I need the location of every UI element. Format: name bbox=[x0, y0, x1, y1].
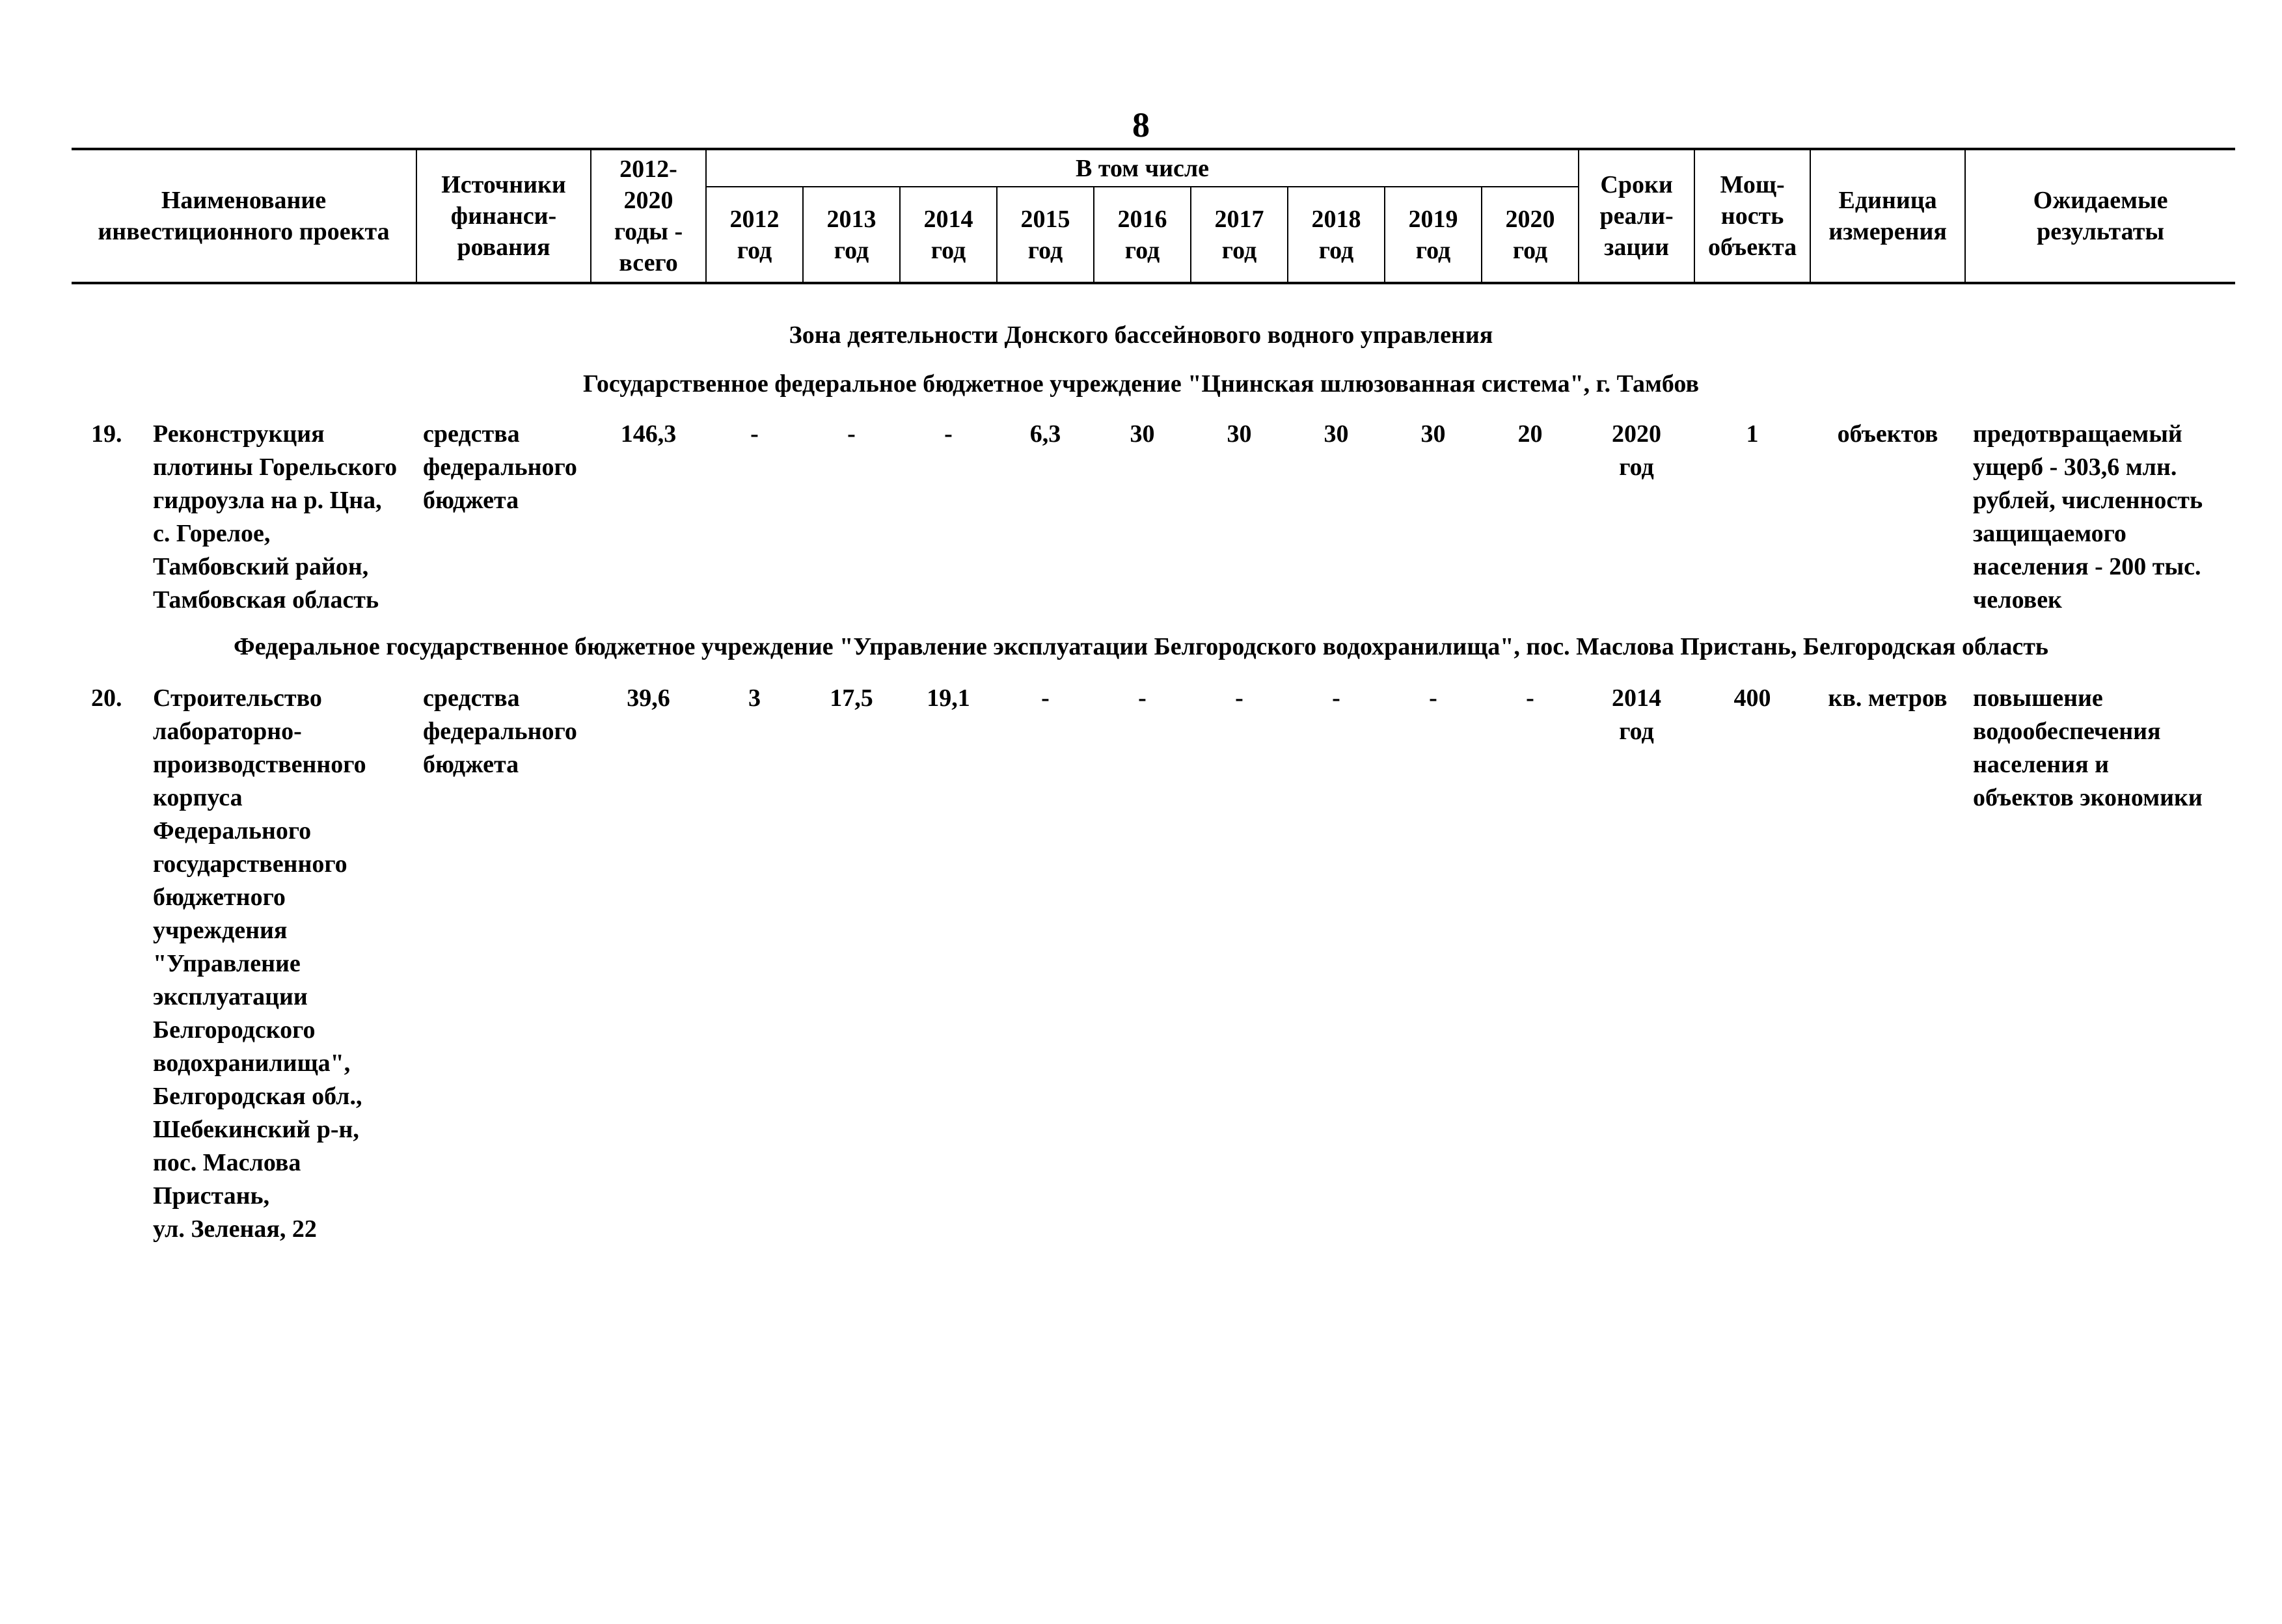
table-row bbox=[72, 418, 2235, 617]
terms-value: 2014 год bbox=[1612, 684, 1661, 745]
year-value: - bbox=[1138, 684, 1147, 712]
year-value: - bbox=[750, 420, 759, 448]
header-year-2014: 2014 год bbox=[900, 187, 997, 283]
project-name: Строительство лабораторно- производственного корпуса Федерального государственного бюджетного учреждения "Управление эксплуатации Белгородского водохранилища", Белгородская обл., Шебекинский р-н, пос. Маслова Пристань, ул. Зеленая, 22 bbox=[153, 684, 366, 1243]
header-year-2012: 2012 год bbox=[706, 187, 803, 283]
header-including: В том числе bbox=[706, 149, 1579, 187]
header-results: Ожидаемые результаты bbox=[1965, 149, 2235, 283]
year-value: - bbox=[1429, 684, 1437, 712]
org-title-2: Федеральное государственное бюджетное учреждение "Управление эксплуатации Белгородского водохранилища", пос. Маслова Пристань, Белгородская область bbox=[234, 633, 2048, 660]
table-row bbox=[72, 682, 2235, 1246]
header-year-2017: 2017 год bbox=[1191, 187, 1288, 283]
results-value: повышение водообеспечения населения и объектов экономики bbox=[1973, 684, 2203, 811]
capacity-value: 1 bbox=[1746, 420, 1759, 448]
header-year-2015: 2015 год bbox=[997, 187, 1094, 283]
year-value: 30 bbox=[1227, 420, 1252, 448]
project-name: Реконструкция плотины Горельского гидроузла на р. Цна, с. Горелое, Тамбовский район, Тамбовская область bbox=[153, 420, 398, 614]
unit-value: кв. метров bbox=[1828, 684, 1948, 712]
row-number: 19. bbox=[91, 420, 122, 448]
year-value: 30 bbox=[1420, 420, 1446, 448]
header-funding-source: Источники финанси- рования bbox=[416, 149, 591, 283]
org-title-1: Государственное федеральное бюджетное учреждение "Цнинская шлюзованная система", г. Тамбов bbox=[583, 370, 1699, 398]
header-year-2020: 2020 год bbox=[1482, 187, 1579, 283]
header-terms: Сроки реали- зации bbox=[1579, 149, 1694, 283]
total-value: 146,3 bbox=[620, 420, 677, 448]
table-header bbox=[72, 148, 2235, 284]
year-value: - bbox=[1041, 684, 1050, 712]
header-project-name: Наименование инвестиционного проекта bbox=[72, 149, 416, 283]
header-year-2019: 2019 год bbox=[1385, 187, 1482, 283]
year-value: 20 bbox=[1517, 420, 1543, 448]
year-value: - bbox=[1526, 684, 1534, 712]
year-value: 6,3 bbox=[1029, 420, 1061, 448]
header-total: 2012- 2020 годы - всего bbox=[591, 149, 706, 283]
year-value: - bbox=[1332, 684, 1340, 712]
header-capacity: Мощ- ность объекта bbox=[1694, 149, 1810, 283]
year-value: 3 bbox=[748, 684, 761, 712]
results-value: предотвращаемый ущерб - 303,6 млн. рублей, численность защищаемого населения - 200 тыс. человек bbox=[1973, 420, 2203, 614]
unit-value: объектов bbox=[1837, 420, 1938, 448]
funding-source: средства федерального бюджета bbox=[423, 684, 577, 778]
year-value: - bbox=[847, 420, 856, 448]
year-value: - bbox=[1235, 684, 1243, 712]
funding-source: средства федерального бюджета bbox=[423, 420, 577, 514]
header-year-2013: 2013 год bbox=[803, 187, 900, 283]
header-year-2018: 2018 год bbox=[1288, 187, 1385, 283]
year-value: - bbox=[944, 420, 953, 448]
year-value: 19,1 bbox=[927, 684, 970, 712]
header-year-2016: 2016 год bbox=[1094, 187, 1191, 283]
header-unit: Единица измерения bbox=[1810, 149, 1965, 283]
year-value: 30 bbox=[1324, 420, 1349, 448]
total-value: 39,6 bbox=[627, 684, 670, 712]
year-value: 17,5 bbox=[830, 684, 873, 712]
capacity-value: 400 bbox=[1733, 684, 1771, 712]
page-number: 8 bbox=[1132, 105, 1150, 144]
row-number: 20. bbox=[91, 684, 122, 712]
terms-value: 2020 год bbox=[1612, 420, 1661, 481]
zone-title: Зона деятельности Донского бассейнового водного управления bbox=[789, 321, 1493, 349]
year-value: 30 bbox=[1130, 420, 1155, 448]
